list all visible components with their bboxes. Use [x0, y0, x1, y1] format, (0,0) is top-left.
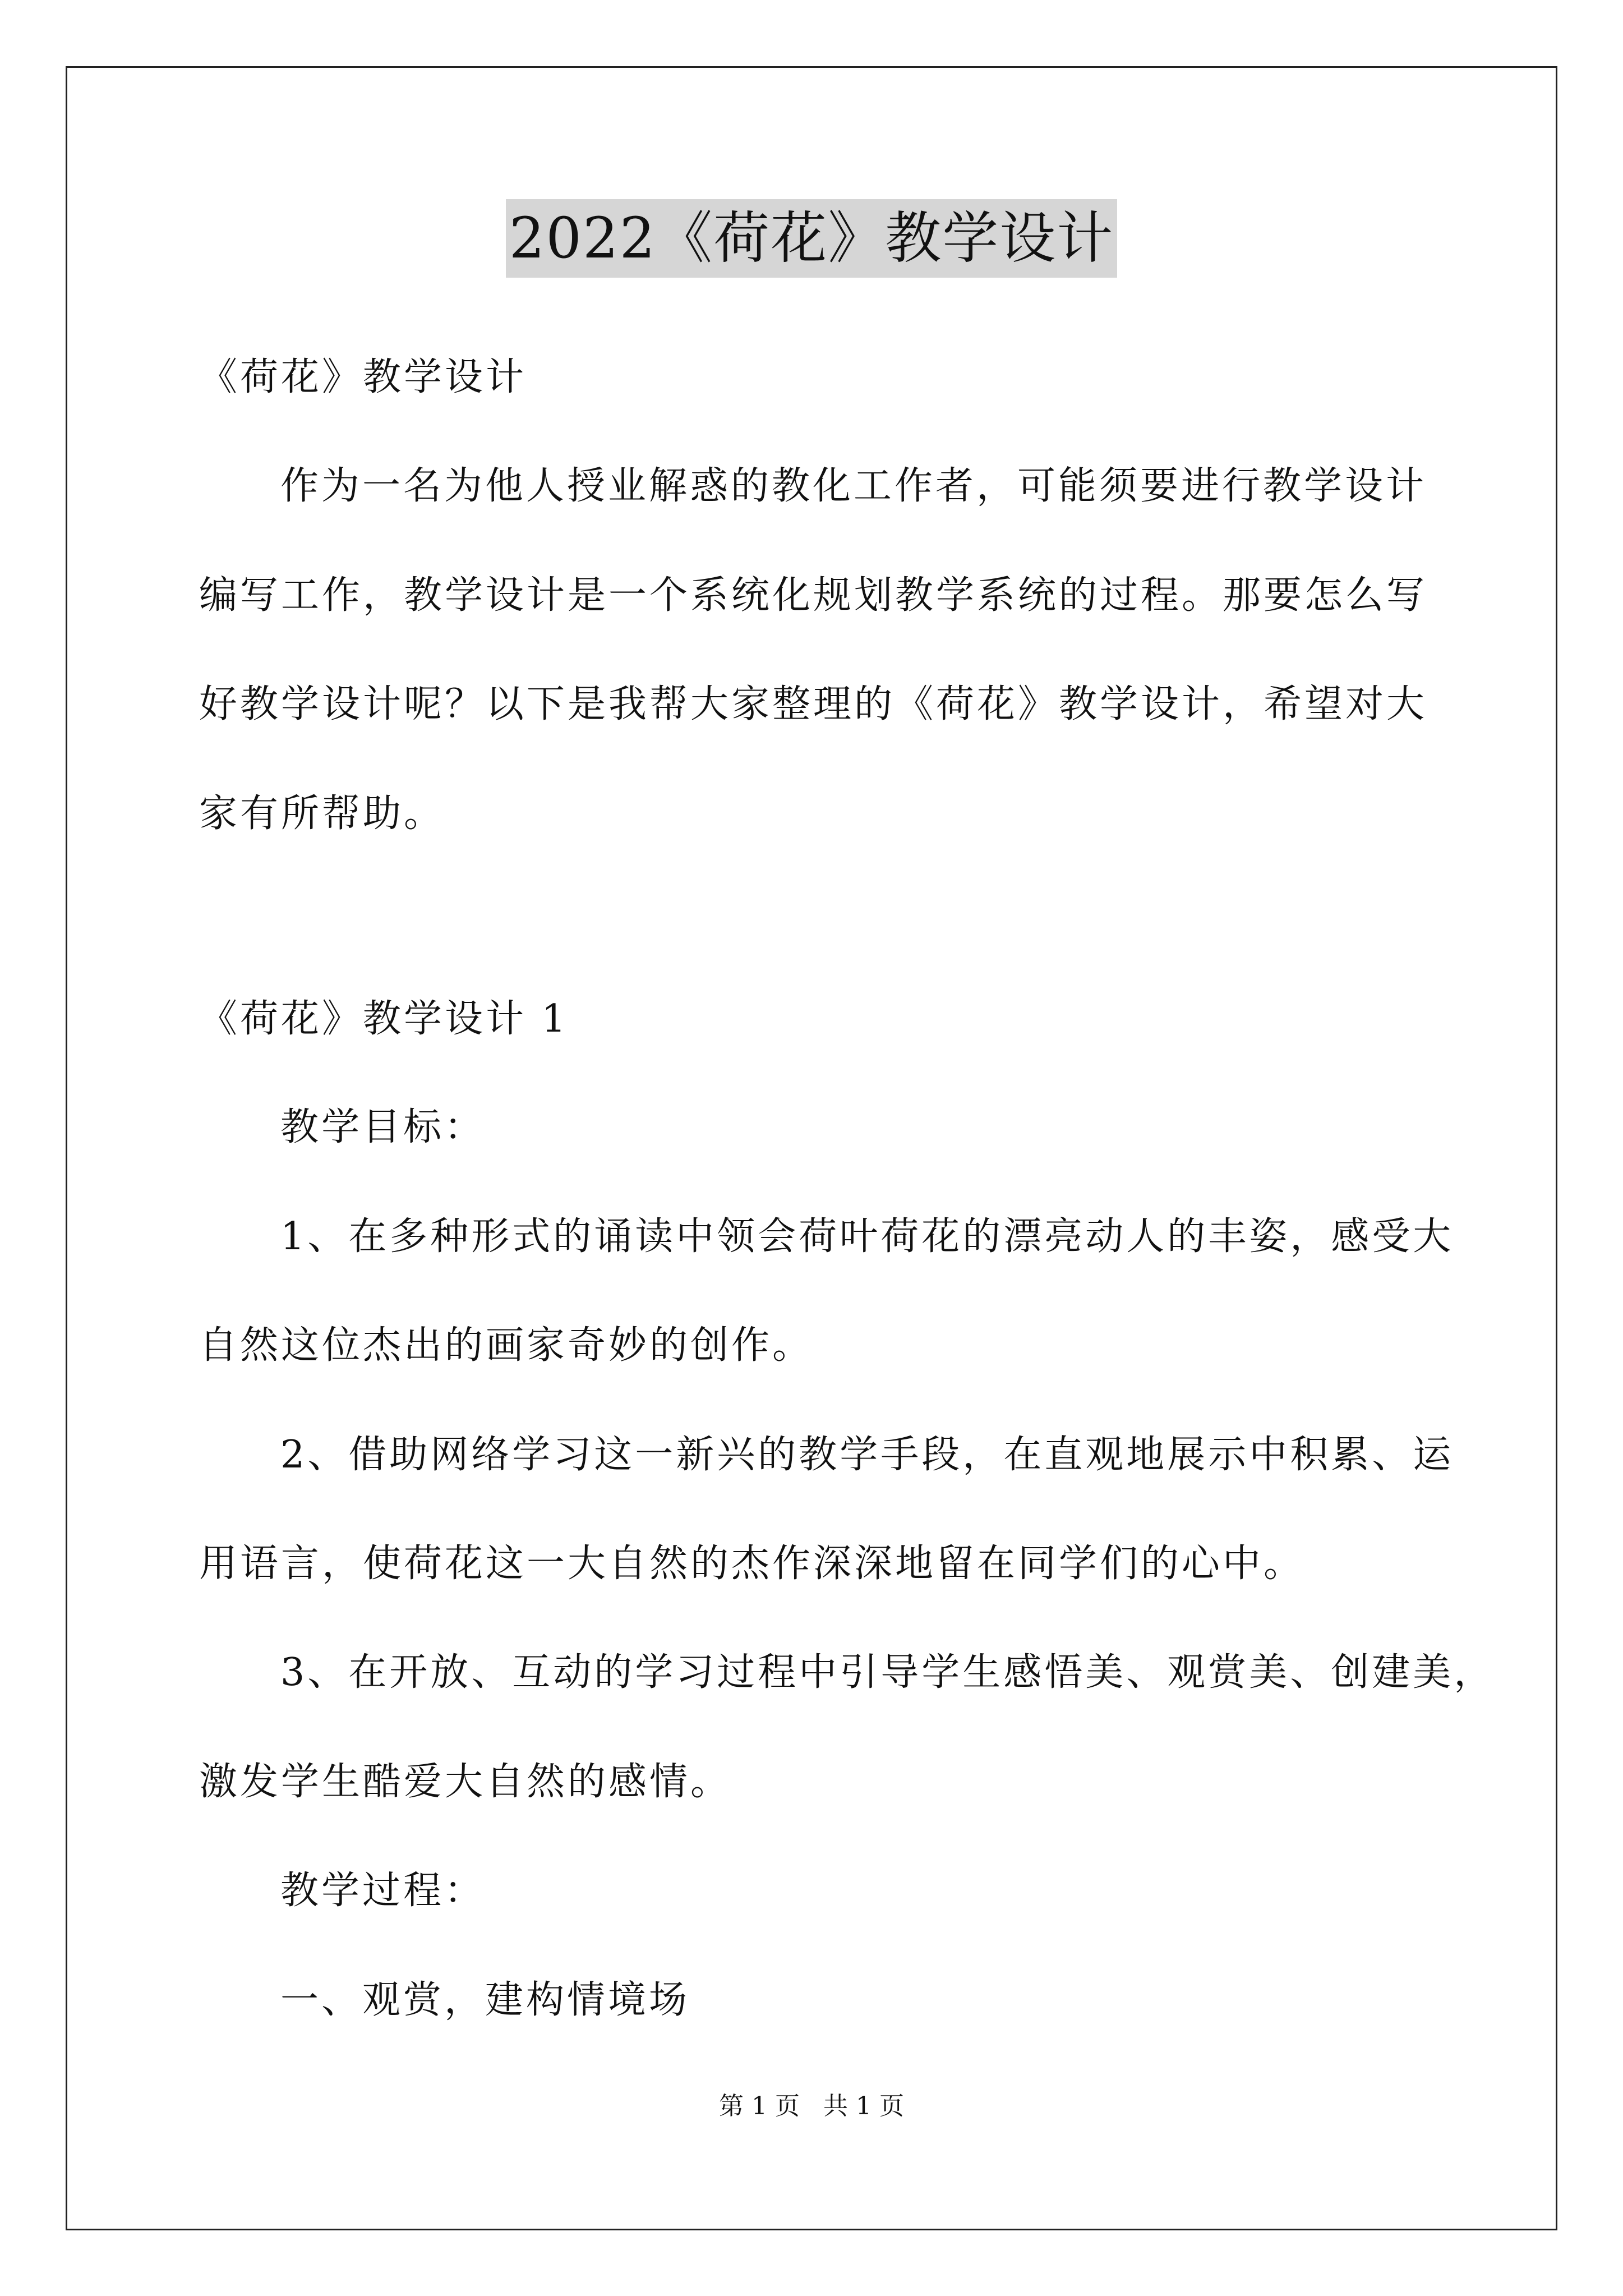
process-heading: 教学过程： — [280, 1869, 486, 1913]
intro-line-2: 编写工作，教学设计是一个系统化规划教学系统的过程。那要怎么写 — [199, 573, 1428, 618]
page-footer: 第 1 页 共 1 页 — [719, 2092, 904, 2120]
document-subtitle: 《荷花》教学设计 — [199, 355, 527, 399]
goal-2-line-2: 用语言，使荷花这一大自然的杰作深深地留在同学们的心中。 — [199, 1542, 1305, 1586]
step-1-heading: 一、观赏，建构情境场 — [280, 1978, 690, 2022]
goal-3-line-1: 3、在开放、互动的学习过程中引导学生感悟美、观赏美、创建美， — [280, 1650, 1495, 1695]
goals-heading: 教学目标： — [280, 1105, 486, 1149]
document-title: 2022《荷花》教学设计 — [506, 199, 1118, 278]
goal-2-line-1: 2、借助网络学习这一新兴的教学手段，在直观地展示中积累、运 — [280, 1433, 1454, 1477]
intro-line-3: 好教学设计呢？以下是我帮大家整理的《荷花》教学设计，希望对大 — [199, 682, 1428, 726]
section-heading: 《荷花》教学设计 1 — [199, 997, 569, 1041]
goal-3-line-2: 激发学生酷爱大自然的感情。 — [199, 1760, 732, 1804]
intro-line-4: 家有所帮助。 — [199, 792, 445, 836]
goal-1-line-1: 1、在多种形式的诵读中领会荷叶荷花的漂亮动人的丰姿，感受大 — [280, 1214, 1454, 1259]
intro-line-1: 作为一名为他人授业解惑的教化工作者，可能须要进行教学设计 — [280, 464, 1427, 508]
goal-1-line-2: 自然这位杰出的画家奇妙的创作。 — [199, 1323, 814, 1368]
title-container — [0, 199, 1623, 278]
